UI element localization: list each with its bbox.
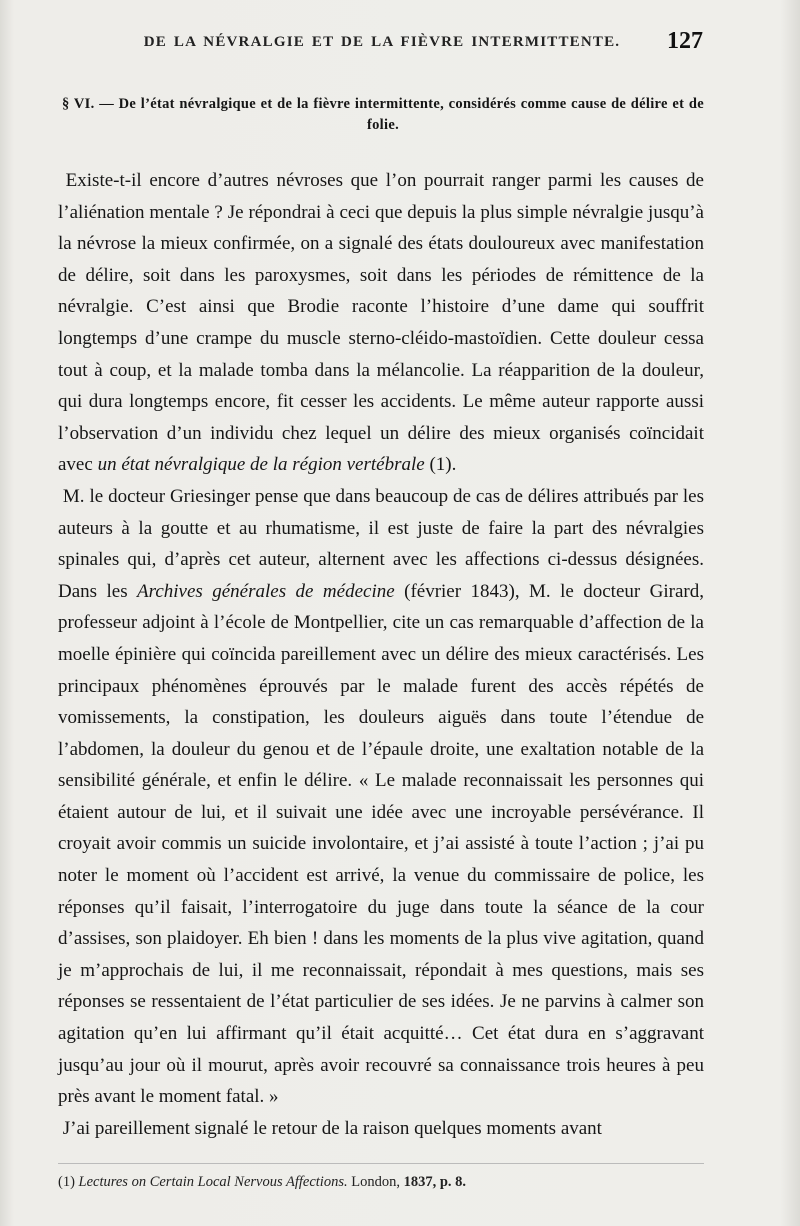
paragraph-1 — [58, 165, 704, 481]
footnote-year: 1837, — [403, 1174, 437, 1190]
paragraph-2-text-a: M. le docteur Griesinger pense que dans beaucoup de cas de délires attribués par les auteurs à la goutte et au rhumatisme, il est juste de faire la part des névralgies spinales qui, d’après cet auteur, alternent avec les affections ci-dessus désignées. Dans les — [58, 485, 704, 602]
section-number: § VI. — [62, 96, 95, 112]
footnote-place: London, — [351, 1174, 400, 1190]
footnote-page: p. 8. — [439, 1174, 467, 1190]
paragraph-3-text: J’ai pareillement signalé le retour de la raison quelques moments avant — [62, 1117, 602, 1139]
running-head: DE LA NÉVRALGIE ET DE LA FIÈVRE INTERMITTENTE. — [143, 34, 621, 50]
body-text — [58, 165, 704, 1144]
section-dash: — — [99, 96, 114, 112]
paragraph-2 — [58, 481, 704, 1113]
page-number: 127 — [667, 28, 703, 54]
paragraph-1-italic: un état névralgique de la région vertébrale — [97, 454, 425, 476]
footnote-title: Lectures on Certain Local Nervous Affections. — [78, 1174, 348, 1190]
footnote-rule — [58, 1163, 704, 1164]
footnote-marker: (1) — [58, 1174, 75, 1190]
paragraph-1-text: Existe-t-il encore d’autres névroses que l’on pourrait ranger parmi les causes de l’aliénation mentale ? Je répondrai à ceci que depuis la plus simple névralgie jusqu’à la névrose la mieux confirmée, on a signalé des états douloureux avec manifestation de délire, soit dans les paroxysmes, soit dans les périodes de rémittence de la névralgie. C’est ainsi que Brodie raconte l’histoire d’une dame qui souffrit longtemps d’une crampe du muscle sterno-cléido-mastoïdien. Cette douleur cessa tout à coup, et la malade tomba dans la mélancolie. La réapparition de la douleur, qui dura longtemps encore, fit cesser les accidents. Le même auteur rapporte aussi l’observation d’un individu chez lequel un délire des mieux organisés coïncidait avec — [58, 170, 704, 476]
section-title: De l’état névralgique et de la fièvre intermittente, considérés comme cause de délire et de folie. — [118, 96, 704, 133]
paragraph-2-italic: Archives générales de médecine — [137, 580, 395, 602]
paragraph-3 — [58, 1113, 704, 1145]
paragraph-1-end: (1). — [424, 454, 457, 476]
paragraph-2-text-b: (février 1843), M. le docteur Girard, professeur adjoint à l’école de Montpellier, cite un cas remarquable d’affection de la moelle épinière qui coïncida pareillement avec un délire des mieux caractérisés. Les principaux phénomènes éprouvés par le malade furent des accès répétés de vomissements, la constipation, les douleurs aiguës dans toute l’étendue de l’abdomen, la douleur du genou et de l’épaule droite, une exaltation notable de la sensibilité générale, et enfin le délire. « Le malade reconnaissait les personnes qui étaient autour de lui, et il suivait une idée avec une incroyable persévérance. Il croyait avoir commis un suicide involontaire, et j’ai assisté à toute l’action ; j’ai pu noter le moment où l’accident est arrivé, la venue du commissaire de police, les réponses qu’il faisait, l’interrogatoire du juge dans toute la séance de la cour d’assises, son plaidoyer. Eh bien ! dans les moments de la plus vive agitation, quand je m’approchais de lui, il me reconnaissait, répondait à mes questions, mais ses réponses se ressentaient de l’état particulier de ses idées. Je ne parvins à calmer son agitation qu’en lui affirmant qu’il était acquitté… Cet état dura en s’aggravant jusqu’au jour où il mourut, après avoir recouvré sa connaissance trois heures à peu près avant le moment fatal. » — [58, 580, 705, 1108]
section-heading — [62, 94, 704, 136]
footnote — [58, 1172, 704, 1192]
